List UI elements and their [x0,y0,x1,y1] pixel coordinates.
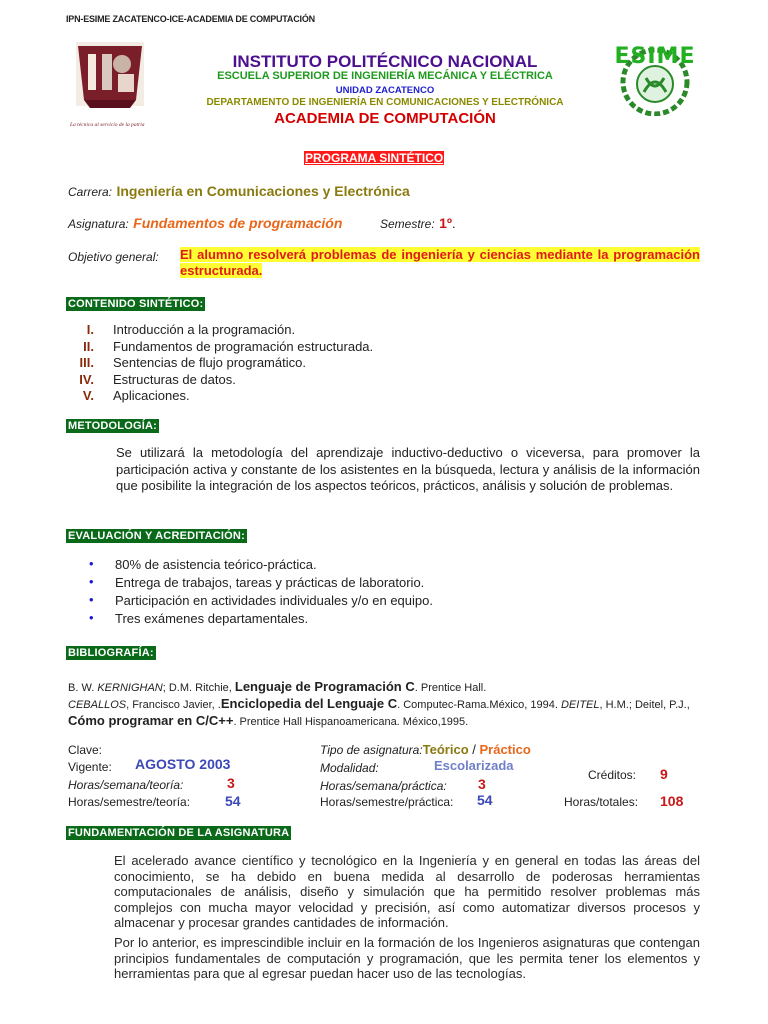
contenido-item: Fundamentos de programación estructurada. [113,339,374,354]
hsp-label: Horas/semana/práctica: [320,779,447,793]
contenido-item: Sentencias de flujo programático. [113,355,306,370]
objetivo-text: El alumno resolverá problemas de ingeniería y ciencias mediante la programación estructurada. [180,247,700,278]
ref2-author-italic: CEBALLOS [68,699,127,711]
ref2-title: Enciclopedia del Lenguaje C [220,696,398,711]
carrera-row [68,183,410,201]
contenido-num: III. [79,355,94,370]
asignatura-value: Fundamentos de programación [133,215,343,231]
asignatura-row [68,215,342,233]
semestre-row [380,215,456,233]
evaluacion-item: 80% de asistencia teórico-práctica. [115,557,317,572]
semestre-value: 1º [439,215,453,231]
tipo-value-practico: Práctico [479,742,531,757]
hsp-value: 3 [478,776,486,792]
carrera-value: Ingeniería en Comunicaciones y Electrónica [116,183,410,199]
creditos-label: Créditos: [588,768,637,782]
evaluacion-item: Entrega de trabajos, tareas y prácticas de laboratorio. [115,575,425,590]
esime-logo-text: ESIME [614,44,696,69]
contenido-num: I. [86,322,94,337]
contenido-heading: CONTENIDO SINTÉTICO: [68,298,204,310]
fundamentacion-paragraph-1: El acelerado avance científico y tecnológico en la Ingeniería y en general en todas las áreas del conocimiento, se ha debido en buena medida al desarrollo de poderosas herramientas computacionales de análisis, diseño y simulación que ha permitido resolver problemas más complejos con mucha mayor velocidad y precisión, así como automatizar diversos procesos y almacenar y procesar grandes cantidades de información. [114,853,700,930]
contenido-num: IV. [79,372,94,387]
document-header-line: IPN-ESIME ZACATENCO-ICE-ACADEMIA DE COMPUTACIÓN [66,14,315,24]
department-name: DEPARTAMENTO DE INGENIERÍA EN COMUNICACIONES Y ELECTRÓNICA [206,97,564,108]
contenido-num: V. [82,388,94,403]
ref3-publisher: . Prentice Hall Hispanoamericana. México,1995. [233,716,469,728]
ref2-publisher: . Computec-Rama.México, 1994. [397,699,561,711]
contenido-item: Introducción a la programación. [113,322,296,337]
tipo-value-teorico: Teórico [422,742,469,757]
ref1-title: Lenguaje de Programación C [234,679,415,694]
contenido-item: Aplicaciones. [113,388,190,403]
program-title: PROGRAMA SINTÉTICO [305,151,444,165]
esime-logo [606,42,704,116]
horas-totales-label: Horas/totales: [564,795,639,809]
bibliografia-heading: BIBLIOGRAFÍA: [68,647,154,659]
academy-name: ACADEMIA DE COMPUTACIÓN [274,110,496,127]
ref1-author-italic: KERNIGHAN [97,682,163,694]
hst-label: Horas/semana/teoría: [68,778,184,792]
ipn-logo-caption: La técnica al servicio de la patria [70,122,145,128]
ref3-coauthor: , H.M.; Deitel, P.J., [599,699,690,711]
ref3-author-italic: DEITEL [560,699,600,711]
metodologia-text: Se utilizará la metodología del aprendizaje inductivo-deductivo o viceversa, para promover la participación activa y constante de los asistentes en la búsqueda, lectura y análisis de la información que posibilite la integración de los aspectos teóricos, prácticos, análisis y solución de problemas. [116,445,700,493]
contenido-num: II. [83,339,94,354]
bullet-icon: • [89,556,94,571]
bullet-icon: • [89,610,94,625]
ref1-coauthor: ; D.M. Ritchie, [162,682,235,694]
creditos-value: 9 [660,766,668,782]
fundamentacion-heading: FUNDAMENTACIÓN DE LA ASIGNATURA [68,827,290,839]
clave-label: Clave: [68,743,103,757]
evaluacion-heading: EVALUACIÓN Y ACREDITACIÓN: [68,530,245,542]
hsemp-value: 54 [477,792,493,808]
bullet-icon: • [89,592,94,607]
unit-name: UNIDAD ZACATENCO [335,85,435,96]
ipn-logo [70,42,156,132]
semestre-label: Semestre: [380,217,435,231]
metodologia-heading: METODOLOGÍA: [68,420,157,432]
vigente-label: Vigente: [68,760,112,774]
ref1-author: B. W. [68,682,98,694]
tipo-separator: / [468,742,480,757]
modalidad-value: Escolarizada [434,758,514,773]
evaluacion-item: Tres exámenes departamentales. [115,611,309,626]
institute-title: INSTITUTO POLITÉCNICO NACIONAL [232,52,538,71]
ref1-publisher: . Prentice Hall. [414,682,487,694]
carrera-label: Carrera: [68,185,113,199]
ref2-coauthor: , Francisco Javier, . [126,699,221,711]
bibliografia-text [68,679,708,730]
objetivo-label: Objetivo general: [68,250,159,264]
hsemt-label: Horas/semestre/teoría: [68,795,191,809]
contenido-item: Estructuras de datos. [113,372,236,387]
ipn-logo-icon [70,42,156,132]
objetivo-value [180,247,700,279]
modalidad-label: Modalidad: [320,761,379,775]
hst-value: 3 [227,775,235,791]
vigente-value: AGOSTO 2003 [135,756,231,772]
hsemt-value: 54 [225,793,241,809]
semestre-suffix: . [452,216,456,231]
ref3-title: Cómo programar en C/C++ [68,713,234,728]
tipo-label: Tipo de asignatura: [320,743,423,757]
tipo-row [320,741,531,759]
bullet-icon: • [89,574,94,589]
evaluacion-item: Participación en actividades individuales y/o en equipo. [115,593,433,608]
school-name: ESCUELA SUPERIOR DE INGENIERÍA MECÁNICA Y ELÉCTRICA [217,70,553,82]
asignatura-label: Asignatura: [68,217,129,231]
fundamentacion-paragraph-2: Por lo anterior, es imprescindible incluir en la formación de los Ingenieros asignaturas que contengan principios fundamentales de computación y programación, que les permita tener los elementos y herramientas para que al egresar puedan hacer uso de las tecnologías. [114,935,700,981]
hsemp-label: Horas/semestre/práctica: [320,795,454,809]
horas-totales-value: 108 [660,793,684,809]
